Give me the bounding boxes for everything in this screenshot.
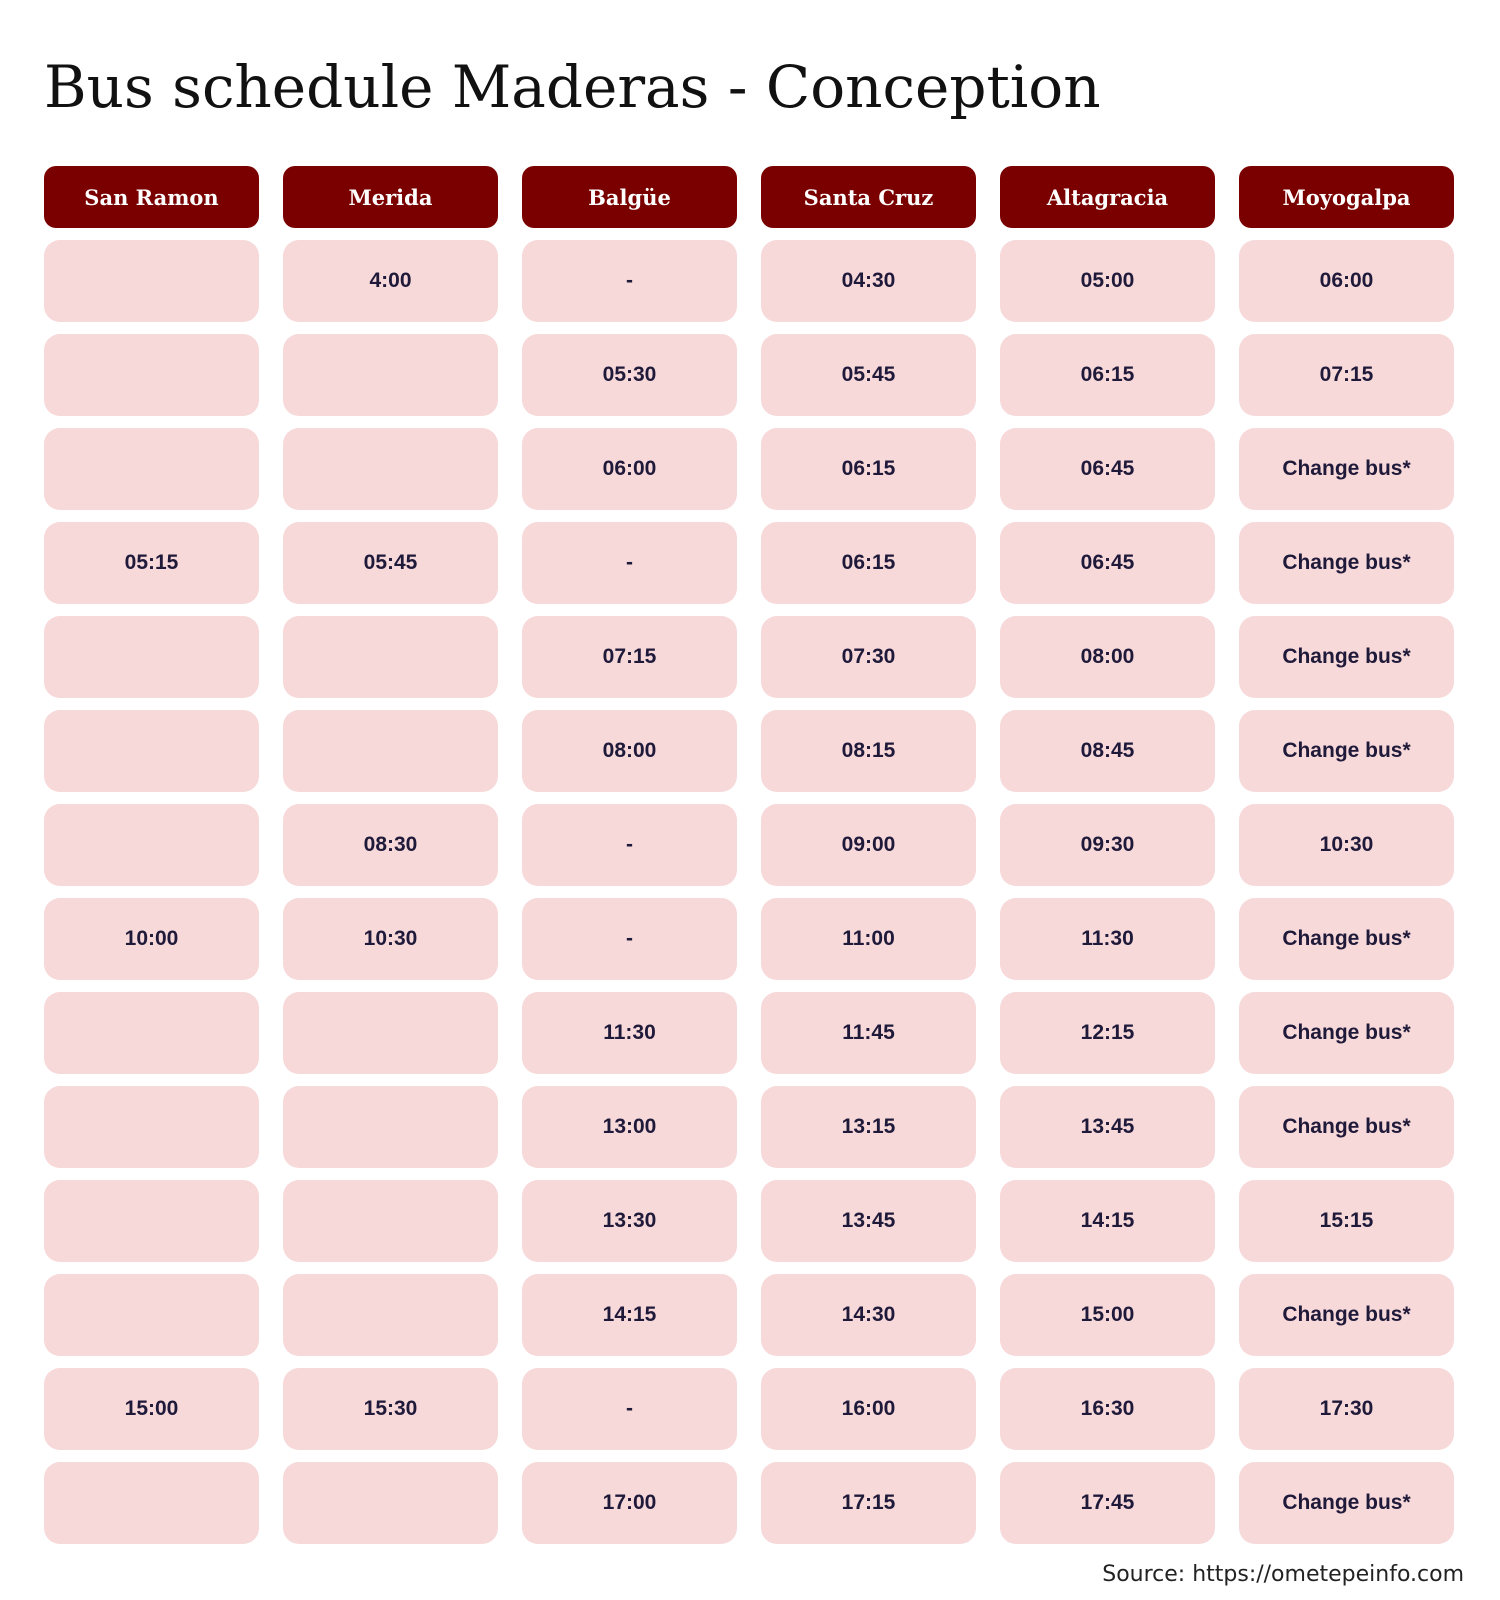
cell-merida — [283, 1274, 498, 1356]
cell-merida — [283, 334, 498, 416]
cell-moyogalpa: Change bus* — [1239, 616, 1454, 698]
cell-merida — [283, 1180, 498, 1262]
cell-san-ramon — [44, 1086, 259, 1168]
cell-santa-cruz: 11:00 — [761, 898, 976, 980]
cell-santa-cruz: 06:15 — [761, 428, 976, 510]
cell-santa-cruz: 16:00 — [761, 1368, 976, 1450]
cell-balgue: - — [522, 898, 737, 980]
cell-santa-cruz: 14:30 — [761, 1274, 976, 1356]
cell-santa-cruz: 07:30 — [761, 616, 976, 698]
cell-san-ramon — [44, 992, 259, 1074]
cell-altagracia: 09:30 — [1000, 804, 1215, 886]
cell-moyogalpa: 10:30 — [1239, 804, 1454, 886]
cell-san-ramon — [44, 1274, 259, 1356]
cell-altagracia: 15:00 — [1000, 1274, 1215, 1356]
cell-balgue: 14:15 — [522, 1274, 737, 1356]
cell-santa-cruz: 13:15 — [761, 1086, 976, 1168]
cell-merida — [283, 428, 498, 510]
table-row — [44, 334, 1455, 416]
cell-merida: 10:30 — [283, 898, 498, 980]
cell-moyogalpa: Change bus* — [1239, 1086, 1454, 1168]
cell-san-ramon: 15:00 — [44, 1368, 259, 1450]
cell-altagracia: 06:45 — [1000, 428, 1215, 510]
column-header-santa-cruz: Santa Cruz — [761, 166, 976, 228]
cell-santa-cruz: 09:00 — [761, 804, 976, 886]
table-row — [44, 1462, 1455, 1544]
cell-moyogalpa: Change bus* — [1239, 1274, 1454, 1356]
cell-altagracia: 12:15 — [1000, 992, 1215, 1074]
cell-merida — [283, 1462, 498, 1544]
table-row — [44, 804, 1455, 886]
table-row — [44, 522, 1455, 604]
table-row — [44, 616, 1455, 698]
column-header-merida: Merida — [283, 166, 498, 228]
table-body — [44, 240, 1455, 1544]
cell-altagracia: 16:30 — [1000, 1368, 1215, 1450]
cell-merida — [283, 616, 498, 698]
table-row — [44, 1368, 1455, 1450]
cell-altagracia: 13:45 — [1000, 1086, 1215, 1168]
cell-altagracia: 08:00 — [1000, 616, 1215, 698]
cell-moyogalpa: 06:00 — [1239, 240, 1454, 322]
cell-merida — [283, 992, 498, 1074]
cell-santa-cruz: 05:45 — [761, 334, 976, 416]
cell-balgue: - — [522, 240, 737, 322]
page-title: Bus schedule Maderas - Conception — [44, 53, 1101, 121]
table-row — [44, 710, 1455, 792]
cell-moyogalpa: Change bus* — [1239, 1462, 1454, 1544]
cell-moyogalpa: 07:15 — [1239, 334, 1454, 416]
cell-san-ramon — [44, 1462, 259, 1544]
cell-balgue: 06:00 — [522, 428, 737, 510]
table-row — [44, 1274, 1455, 1356]
column-header-san-ramon: San Ramon — [44, 166, 259, 228]
table-row — [44, 898, 1455, 980]
cell-altagracia: 11:30 — [1000, 898, 1215, 980]
cell-santa-cruz: 17:15 — [761, 1462, 976, 1544]
cell-balgue: 07:15 — [522, 616, 737, 698]
cell-moyogalpa: 17:30 — [1239, 1368, 1454, 1450]
cell-altagracia: 06:45 — [1000, 522, 1215, 604]
cell-balgue: 17:00 — [522, 1462, 737, 1544]
source-note: Source: https://ometepeinfo.com — [1102, 1562, 1464, 1587]
column-header-balgue: Balgüe — [522, 166, 737, 228]
table-row — [44, 1180, 1455, 1262]
cell-san-ramon — [44, 428, 259, 510]
table-row — [44, 992, 1455, 1074]
table-row — [44, 240, 1455, 322]
table-row — [44, 1086, 1455, 1168]
cell-moyogalpa: Change bus* — [1239, 522, 1454, 604]
cell-san-ramon — [44, 616, 259, 698]
cell-merida: 08:30 — [283, 804, 498, 886]
cell-merida: 4:00 — [283, 240, 498, 322]
cell-altagracia: 14:15 — [1000, 1180, 1215, 1262]
cell-santa-cruz: 13:45 — [761, 1180, 976, 1262]
cell-merida: 05:45 — [283, 522, 498, 604]
cell-san-ramon: 10:00 — [44, 898, 259, 980]
cell-moyogalpa: Change bus* — [1239, 898, 1454, 980]
cell-balgue: 13:30 — [522, 1180, 737, 1262]
cell-altagracia: 06:15 — [1000, 334, 1215, 416]
cell-santa-cruz: 06:15 — [761, 522, 976, 604]
cell-balgue: - — [522, 1368, 737, 1450]
cell-moyogalpa: Change bus* — [1239, 428, 1454, 510]
cell-balgue: - — [522, 804, 737, 886]
cell-altagracia: 08:45 — [1000, 710, 1215, 792]
cell-moyogalpa: Change bus* — [1239, 992, 1454, 1074]
cell-merida — [283, 710, 498, 792]
cell-altagracia: 05:00 — [1000, 240, 1215, 322]
cell-san-ramon — [44, 240, 259, 322]
column-header-altagracia: Altagracia — [1000, 166, 1215, 228]
column-header-moyogalpa: Moyogalpa — [1239, 166, 1454, 228]
cell-san-ramon — [44, 804, 259, 886]
cell-balgue: 05:30 — [522, 334, 737, 416]
cell-moyogalpa: Change bus* — [1239, 710, 1454, 792]
table-row — [44, 428, 1455, 510]
cell-balgue: 08:00 — [522, 710, 737, 792]
cell-santa-cruz: 08:15 — [761, 710, 976, 792]
schedule-table — [44, 166, 1455, 1556]
cell-balgue: 13:00 — [522, 1086, 737, 1168]
cell-balgue: - — [522, 522, 737, 604]
cell-santa-cruz: 04:30 — [761, 240, 976, 322]
table-header-row — [44, 166, 1455, 228]
cell-altagracia: 17:45 — [1000, 1462, 1215, 1544]
cell-san-ramon — [44, 334, 259, 416]
cell-san-ramon — [44, 710, 259, 792]
cell-san-ramon: 05:15 — [44, 522, 259, 604]
cell-moyogalpa: 15:15 — [1239, 1180, 1454, 1262]
cell-balgue: 11:30 — [522, 992, 737, 1074]
cell-santa-cruz: 11:45 — [761, 992, 976, 1074]
cell-merida: 15:30 — [283, 1368, 498, 1450]
cell-san-ramon — [44, 1180, 259, 1262]
cell-merida — [283, 1086, 498, 1168]
